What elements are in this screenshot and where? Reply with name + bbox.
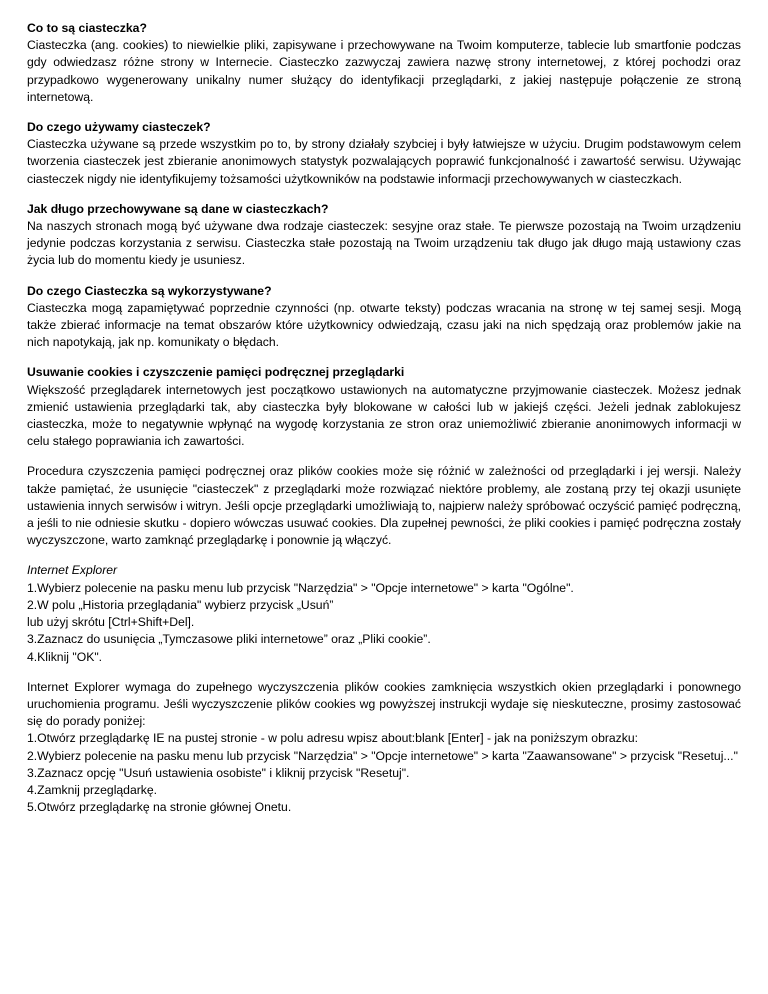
ie-step: 1.Wybierz polecenie na pasku menu lub przycisk "Narzędzia" > "Opcje internetowe" > karta "Ogólne". (27, 580, 574, 595)
section-body: Na naszych stronach mogą być używane dwa rodzaje ciasteczek: sesyjne oraz stałe. Te pierwsze pozostają na Twoim urządzeniu jedynie podczas korzystania z serwisu. Ciasteczka stałe pozostają na Twoim urządzeniu tak długo jak długo mają ustawiony czas życia lub do momentu kiedy je usuniesz. (27, 219, 741, 268)
ie-reset-instructions (27, 679, 741, 817)
ie-reset-step: 4.Zamknij przeglądarkę. (27, 782, 158, 797)
section-heading: Usuwanie cookies i czyszczenie pamięci podręcznej przeglądarki (27, 365, 405, 380)
ie-step: 4.Kliknij "OK". (27, 649, 103, 664)
ie-instructions (27, 562, 741, 665)
section-what-are-cookies (27, 20, 741, 106)
ie-step: lub użyj skrótu [Ctrl+Shift+Del]. (27, 615, 195, 630)
ie-title: Internet Explorer (27, 563, 118, 578)
section-cookie-usage (27, 283, 741, 352)
section-body: Większość przeglądarek internetowych jest początkowo ustawionych na automatyczne przyjmowanie ciasteczek. Możesz jednak zmienić ustawienia przeglądarki tak, aby ciasteczka były blokowane w całości lub w jakiejś części. Jeżeli jednak zablokujesz ciasteczka, może to negatywnie wpłynąć na wygodę korzystania ze stron oraz uniemożliwić zbieranie anonimowych informacji w celu stałego poprawiania ich zawartości. (27, 382, 741, 449)
section-cookie-lifetime (27, 201, 741, 270)
procedure-paragraph: Procedura czyszczenia pamięci podręcznej oraz plików cookies może się różnić w zależności od przeglądarki i jej wersji. Należy także pamiętać, że usunięcie "ciasteczek" z przeglądarki może rozwiązać niektóre problemy, ale zostaną przy tej okazji usunięte ustawienia innych serwisów i witryn. Jeśli opcje przeglądarki umożliwiają to, najpierw należy spróbować oczyścić pamięć podręczną, a jeśli to nie odniesie skutku - dopiero wówczas usuwać cookies. Dla zupełnej pewności, że pliki cookies i pamięć podręczna zostały wyczyszczone, warto zamknąć przeglądarkę i ponownie ją włączyć. (27, 464, 741, 548)
document-page (27, 20, 741, 816)
section-body: Ciasteczka używane są przede wszystkim po to, by strony działały szybciej i były łatwiejsze w użyciu. Drugim podstawowym celem tworzenia ciasteczek jest zbieranie anonimowych statystyk pozwalających poprawić funkcjonalność i zawartość serwisu. Używając ciasteczek nigdy nie identyfikujemy tożsamości użytkowników na podstawie informacji przechowywanych w ciasteczkach. (27, 137, 741, 186)
ie-reset-intro: Internet Explorer wymaga do zupełnego wyczyszczenia plików cookies zamknięcia wszystkich okien przeglądarki i ponownego uruchomienia programu. Jeśli wyczyszczenie plików cookies wg powyższej instrukcji wydaje się nieskuteczne, prosimy zastosować się do porady poniżej: (27, 679, 741, 729)
ie-step: 2.W polu „Historia przeglądania" wybierz przycisk „Usuń” (27, 597, 334, 612)
ie-reset-step: 3.Zaznacz opcję "Usuń ustawienia osobiste" i kliknij przycisk "Resetuj". (27, 765, 410, 780)
section-removing-cookies (27, 364, 741, 450)
ie-reset-step: 5.Otwórz przeglądarkę na stronie głównej Onetu. (27, 800, 292, 815)
section-heading: Co to są ciasteczka? (27, 21, 147, 35)
section-body: Ciasteczka mogą zapamiętywać poprzednie czynności (np. otwarte teksty) podczas wracania na stronę w tej samej sesji. Mogą także zbierać informacje na temat obszarów które użytkownicy odwiedzają, czasu jaki na nich spędzają oraz problemów jakie na nich napotykają, jak np. komunikaty o błędach. (27, 300, 741, 350)
section-heading: Do czego używamy ciasteczek? (27, 120, 211, 135)
section-heading: Jak długo przechowywane są dane w ciasteczkach? (27, 201, 329, 216)
section-heading: Do czego Ciasteczka są wykorzystywane? (27, 283, 272, 298)
ie-reset-step: 1.Otwórz przeglądarkę IE na pustej stronie - w polu adresu wpisz about:blank [Enter] - jak na poniższym obrazku: (27, 731, 639, 746)
ie-reset-step: 2.Wybierz polecenie na pasku menu lub przycisk "Narzędzia" > "Opcje internetowe" > karta "Zaawansowane" > przycisk "Resetuj..." (27, 748, 738, 763)
section-body: Ciasteczka (ang. cookies) to niewielkie pliki, zapisywane i przechowywane na Twoim komputerze, tablecie lub smartfonie podczas gdy odwiedzasz różne strony w Internecie. Ciasteczko zazwyczaj zawiera nazwę strony internetowej, z której pochodzi oraz przypadkowo wygenerowany unikalny numer służący do identyfikacji przeglądarki, z jakiej następuje połączenie ze stroną internetową. (27, 38, 741, 104)
ie-step: 3.Zaznacz do usunięcia „Tymczasowe pliki internetowe” oraz „Pliki cookie”. (27, 632, 431, 647)
section-why-cookies (27, 119, 741, 188)
